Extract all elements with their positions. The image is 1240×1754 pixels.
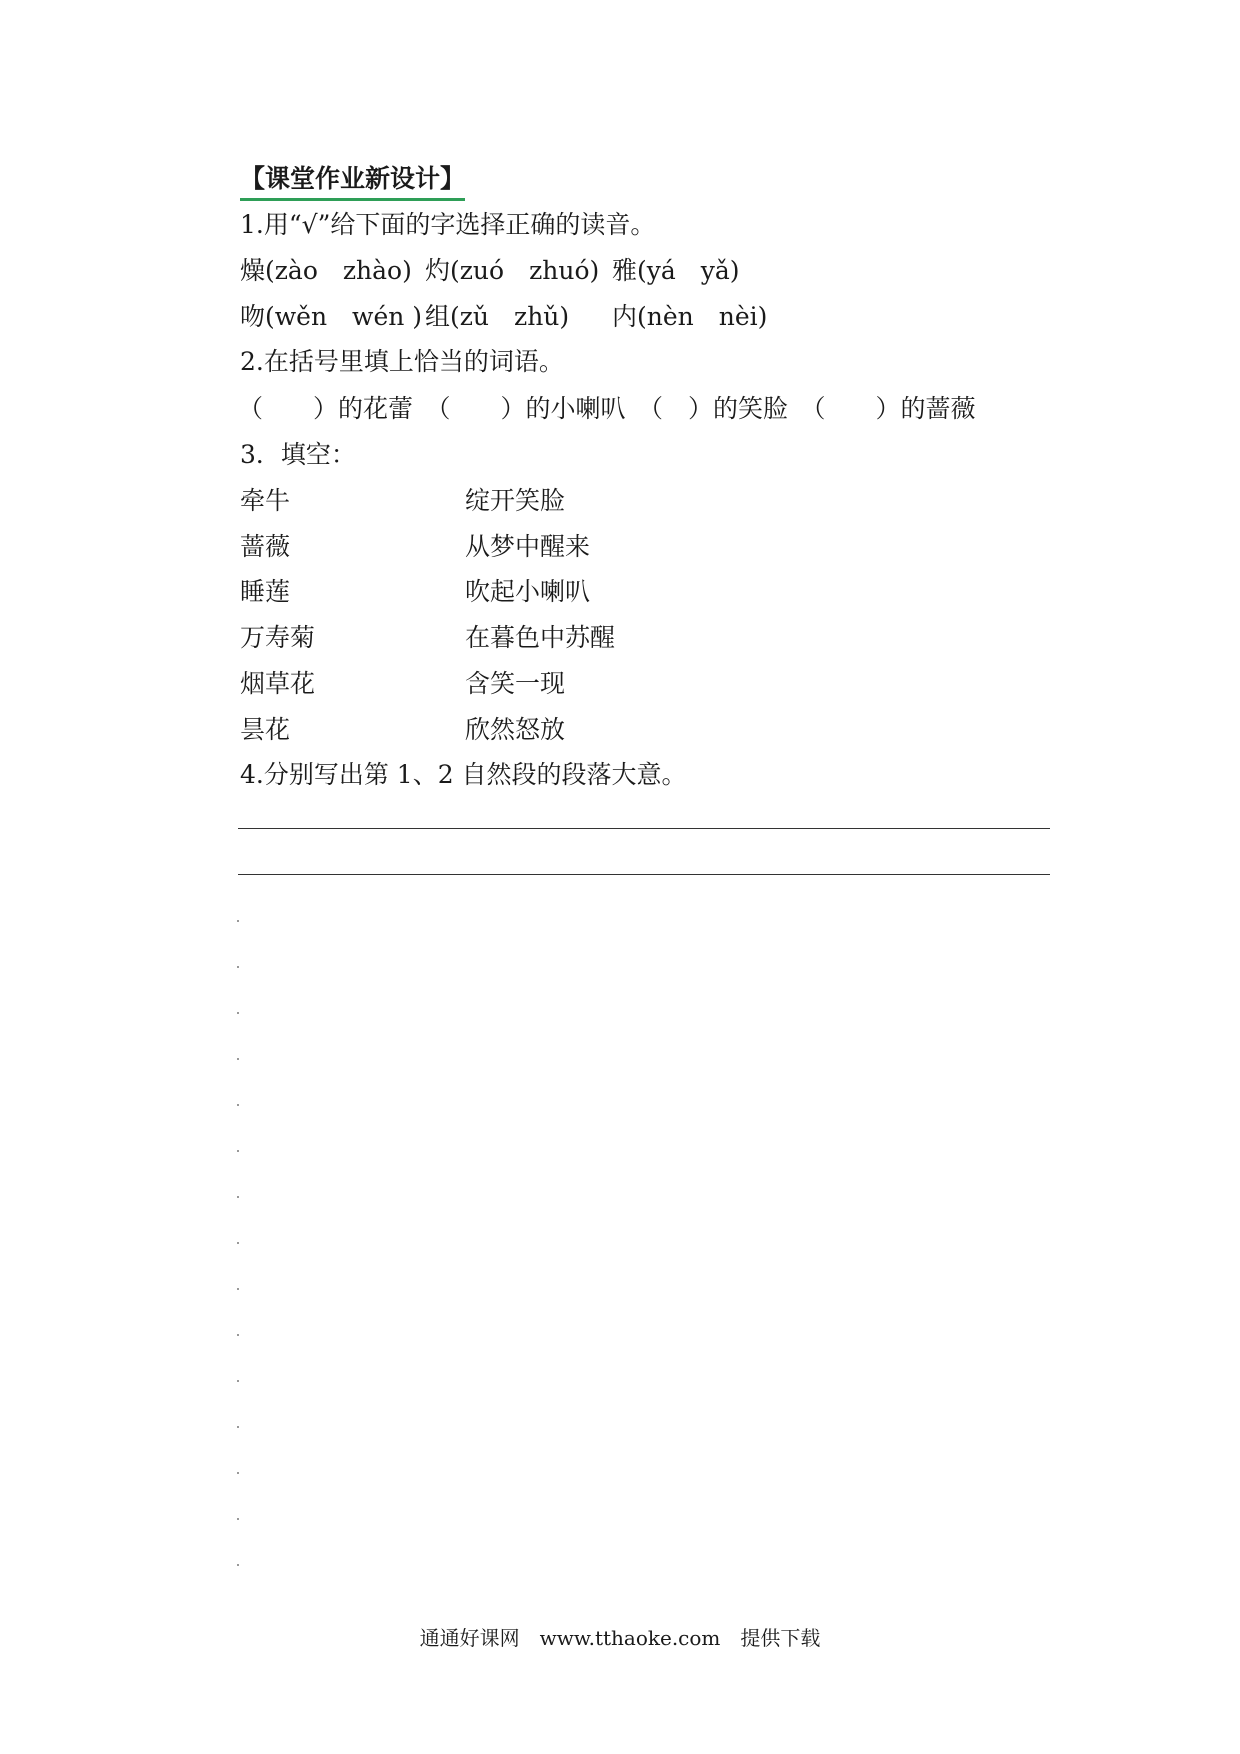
pinyin-choice: 组(zǔ zhǔ): [425, 302, 570, 331]
match-right-item: 从梦中醒来: [465, 532, 591, 561]
match-right-item: 欣然怒放: [465, 715, 566, 744]
q2-prompt: 2.在括号里填上恰当的词语。: [240, 347, 564, 376]
answer-line[interactable]: [238, 874, 1050, 875]
page-footer: 通通好课网 www.tthaoke.com 提供下载: [419, 1626, 821, 1650]
paragraph-mark: [237, 1104, 239, 1106]
q1-prompt: 1.用“√”给下面的字选择正确的读音。: [240, 210, 656, 239]
match-left-item: 蔷薇: [240, 532, 291, 561]
answer-line[interactable]: [238, 828, 1050, 829]
paragraph-mark: [237, 1058, 239, 1060]
paragraph-mark: [237, 1564, 239, 1566]
match-right-item: 吹起小喇叭: [465, 577, 591, 606]
paragraph-mark: [237, 1426, 239, 1428]
match-left-item: 牵牛: [240, 486, 291, 515]
paragraph-mark: [237, 1518, 239, 1520]
pinyin-choice: 吻(wěn wén ): [240, 302, 423, 331]
match-right-item: 在暮色中苏醒: [465, 623, 616, 652]
paragraph-mark: [237, 1472, 239, 1474]
pinyin-choice: 雅(yá yǎ): [612, 256, 740, 285]
paragraph-mark: [237, 920, 239, 922]
paragraph-mark: [237, 1334, 239, 1336]
match-right-item: 含笑一现: [465, 669, 566, 698]
pinyin-choice: 内(nèn nèi): [612, 302, 768, 331]
q2-blanks-line: （ ）的花蕾 （ ）的小喇叭 （ ）的笑脸 （ ）的蔷薇: [238, 394, 976, 423]
q3-prompt: 3．填空：: [240, 440, 356, 469]
q4-prompt: 4.分别写出第 1、2 自然段的段落大意。: [240, 760, 687, 789]
paragraph-mark: [237, 1150, 239, 1152]
section-title: 【课堂作业新设计】: [240, 162, 465, 201]
paragraph-mark: [237, 1380, 239, 1382]
match-left-item: 烟草花: [240, 669, 316, 698]
pinyin-choice: 灼(zuó zhuó): [425, 256, 600, 285]
pinyin-choice: 燥(zào zhào): [240, 256, 412, 285]
paragraph-mark: [237, 1012, 239, 1014]
paragraph-mark: [237, 1196, 239, 1198]
match-left-item: 睡莲: [240, 577, 291, 606]
paragraph-mark: [237, 966, 239, 968]
paragraph-mark: [237, 1288, 239, 1290]
match-left-item: 万寿菊: [240, 623, 316, 652]
paragraph-mark: [237, 1242, 239, 1244]
match-right-item: 绽开笑脸: [465, 486, 566, 515]
match-left-item: 昙花: [240, 715, 291, 744]
